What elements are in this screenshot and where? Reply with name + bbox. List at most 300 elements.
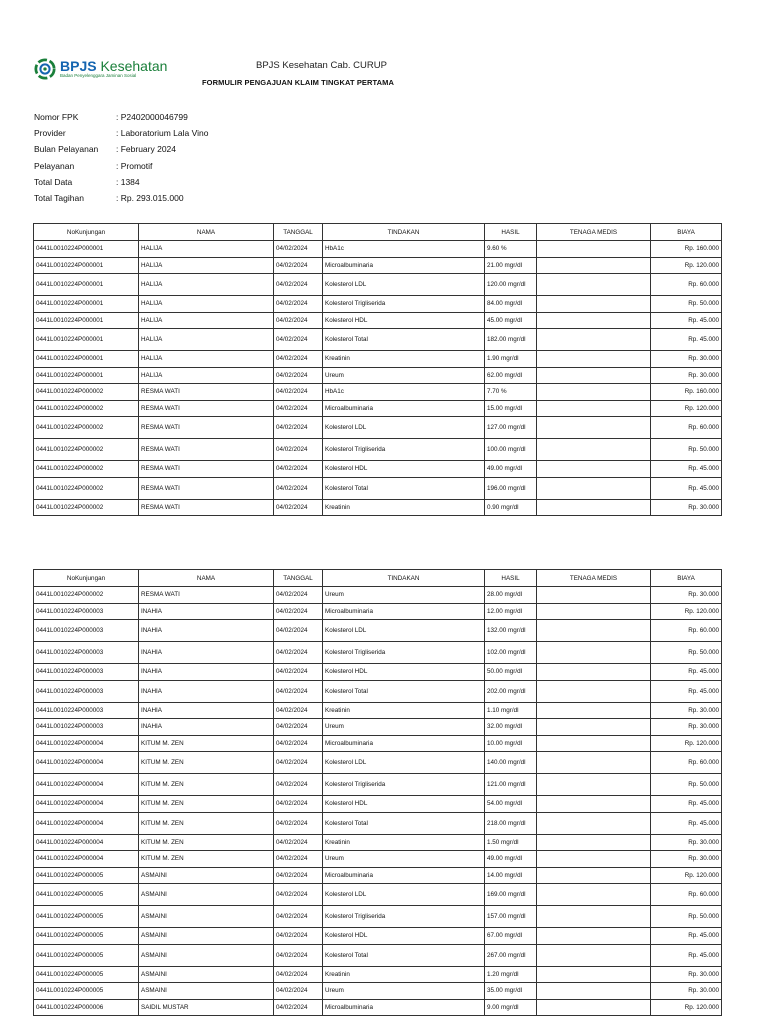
visit-number-cell: 0441L0010224P000005 [34,983,139,1000]
cost-cell: Rp. 30.000 [651,966,722,983]
name-cell: HALIJA [139,257,274,274]
info-row [34,125,208,141]
table-row [34,884,722,906]
visit-number-cell: 0441L0010224P000001 [34,257,139,274]
column-header: TENAGA MEDIS [537,570,651,587]
result-cell: 9.60 % [485,241,537,258]
table-row [34,329,722,351]
date-cell: 04/02/2024 [274,680,323,702]
name-cell: HALIJA [139,329,274,351]
date-cell: 04/02/2024 [274,796,323,813]
procedure-cell: Ureum [323,719,485,736]
date-cell: 04/02/2024 [274,461,323,478]
name-cell: INAHIA [139,702,274,719]
procedure-cell: Kolesterol Total [323,477,485,499]
date-cell: 04/02/2024 [274,664,323,681]
table-row [34,351,722,368]
cost-cell: Rp. 50.000 [651,439,722,461]
date-cell: 04/02/2024 [274,999,323,1016]
result-cell: 9.00 mgr/dl [485,999,537,1016]
visit-number-cell: 0441L0010224P000002 [34,384,139,401]
name-cell: SAIDIL MUSTAR [139,999,274,1016]
visit-number-cell: 0441L0010224P000005 [34,928,139,945]
table-row [34,477,722,499]
result-cell: 121.00 mgr/dl [485,774,537,796]
info-row [34,109,208,125]
branch-name: BPJS Kesehatan Cab. CURUP [256,60,387,71]
date-cell: 04/02/2024 [274,867,323,884]
info-row [34,174,208,190]
cost-cell: Rp. 50.000 [651,642,722,664]
bpjs-logo [34,58,167,80]
table-row [34,944,722,966]
visit-number-cell: 0441L0010224P000002 [34,499,139,516]
procedure-cell: Kolesterol LDL [323,884,485,906]
column-header: NAMA [139,570,274,587]
procedure-cell: Ureum [323,587,485,604]
date-cell: 04/02/2024 [274,329,323,351]
procedure-cell: Microalbuminaria [323,999,485,1016]
name-cell: HALIJA [139,296,274,313]
column-header: NoKunjungan [34,570,139,587]
result-cell: 49.00 mgr/dl [485,461,537,478]
table-row [34,603,722,620]
result-cell: 54.00 mgr/dl [485,796,537,813]
procedure-cell: Kolesterol Total [323,812,485,834]
medical-staff-cell [537,702,651,719]
table-row [34,257,722,274]
visit-number-cell: 0441L0010224P000001 [34,312,139,329]
info-row [34,141,208,157]
name-cell: INAHIA [139,603,274,620]
table-row [34,296,722,313]
cost-cell: Rp. 45.000 [651,680,722,702]
name-cell: INAHIA [139,664,274,681]
table-row [34,642,722,664]
medical-staff-cell [537,439,651,461]
table-row [34,499,722,516]
cost-cell: Rp. 50.000 [651,296,722,313]
table-row [34,851,722,868]
medical-staff-cell [537,603,651,620]
cost-cell: Rp. 120.000 [651,257,722,274]
medical-staff-cell [537,719,651,736]
date-cell: 04/02/2024 [274,983,323,1000]
date-cell: 04/02/2024 [274,812,323,834]
name-cell: RESMA WATI [139,400,274,417]
procedure-cell: HbA1c [323,241,485,258]
procedure-cell: Kolesterol Trigliserida [323,774,485,796]
table-row [34,702,722,719]
procedure-cell: Ureum [323,983,485,1000]
claim-info [34,109,208,206]
medical-staff-cell [537,241,651,258]
cost-cell: Rp. 120.000 [651,603,722,620]
name-cell: INAHIA [139,680,274,702]
date-cell: 04/02/2024 [274,642,323,664]
result-cell: 1.90 mgr/dl [485,351,537,368]
procedure-cell: Kolesterol HDL [323,461,485,478]
medical-staff-cell [537,329,651,351]
column-header: TANGGAL [274,570,323,587]
name-cell: RESMA WATI [139,417,274,439]
bpjs-emblem-icon [34,58,56,80]
medical-staff-cell [537,906,651,928]
info-label: Provider [34,128,66,139]
date-cell: 04/02/2024 [274,603,323,620]
info-value: : February 2024 [116,144,177,155]
table-row [34,752,722,774]
medical-staff-cell [537,796,651,813]
result-cell: 267.00 mgr/dl [485,944,537,966]
procedure-cell: Kolesterol LDL [323,274,485,296]
visit-number-cell: 0441L0010224P000001 [34,296,139,313]
result-cell: 32.00 mgr/dl [485,719,537,736]
column-header: TINDAKAN [323,224,485,241]
table-row [34,834,722,851]
form-title: FORMULIR PENGAJUAN KLAIM TINGKAT PERTAMA [202,78,395,87]
visit-number-cell: 0441L0010224P000001 [34,329,139,351]
column-header: HASIL [485,224,537,241]
medical-staff-cell [537,461,651,478]
visit-number-cell: 0441L0010224P000005 [34,944,139,966]
name-cell: KITUM M. ZEN [139,796,274,813]
table-row [34,241,722,258]
procedure-cell: Kreatinin [323,702,485,719]
medical-staff-cell [537,477,651,499]
medical-staff-cell [537,587,651,604]
name-cell: ASMAINI [139,983,274,1000]
medical-staff-cell [537,620,651,642]
procedure-cell: Kreatinin [323,834,485,851]
table-row [34,719,722,736]
name-cell: RESMA WATI [139,477,274,499]
column-header: TENAGA MEDIS [537,224,651,241]
cost-cell: Rp. 60.000 [651,752,722,774]
visit-number-cell: 0441L0010224P000001 [34,241,139,258]
date-cell: 04/02/2024 [274,351,323,368]
medical-staff-cell [537,884,651,906]
cost-cell: Rp. 30.000 [651,367,722,384]
visit-number-cell: 0441L0010224P000001 [34,367,139,384]
procedure-cell: Kolesterol HDL [323,312,485,329]
name-cell: HALIJA [139,312,274,329]
date-cell: 04/02/2024 [274,928,323,945]
column-header: TINDAKAN [323,570,485,587]
visit-number-cell: 0441L0010224P000002 [34,417,139,439]
info-label: Pelayanan [34,160,75,171]
result-cell: 28.00 mgr/dl [485,587,537,604]
date-cell: 04/02/2024 [274,439,323,461]
medical-staff-cell [537,752,651,774]
table-row [34,417,722,439]
date-cell: 04/02/2024 [274,477,323,499]
cost-cell: Rp. 160.000 [651,384,722,401]
cost-cell: Rp. 45.000 [651,796,722,813]
result-cell: 67.00 mgr/dl [485,928,537,945]
name-cell: ASMAINI [139,966,274,983]
name-cell: HALIJA [139,367,274,384]
procedure-cell: Kreatinin [323,966,485,983]
cost-cell: Rp. 60.000 [651,884,722,906]
procedure-cell: Microalbuminaria [323,257,485,274]
date-cell: 04/02/2024 [274,499,323,516]
date-cell: 04/02/2024 [274,966,323,983]
name-cell: ASMAINI [139,884,274,906]
column-header: TANGGAL [274,224,323,241]
cost-cell: Rp. 45.000 [651,477,722,499]
result-cell: 10.00 mgr/dl [485,735,537,752]
result-cell: 45.00 mgr/dl [485,312,537,329]
procedure-cell: Kreatinin [323,351,485,368]
procedure-cell: Kolesterol Trigliserida [323,439,485,461]
visit-number-cell: 0441L0010224P000006 [34,999,139,1016]
result-cell: 0.90 mgr/dl [485,499,537,516]
visit-number-cell: 0441L0010224P000004 [34,796,139,813]
procedure-cell: Kolesterol Total [323,944,485,966]
name-cell: HALIJA [139,351,274,368]
result-cell: 196.00 mgr/dl [485,477,537,499]
medical-staff-cell [537,944,651,966]
procedure-cell: Microalbuminaria [323,603,485,620]
result-cell: 15.00 mgr/dl [485,400,537,417]
medical-staff-cell [537,966,651,983]
visit-number-cell: 0441L0010224P000002 [34,400,139,417]
table-row [34,680,722,702]
result-cell: 102.00 mgr/dl [485,642,537,664]
visit-number-cell: 0441L0010224P000004 [34,735,139,752]
result-cell: 1.20 mgr/dl [485,966,537,983]
medical-staff-cell [537,400,651,417]
result-cell: 12.00 mgr/dl [485,603,537,620]
procedure-cell: Kolesterol LDL [323,620,485,642]
medical-staff-cell [537,664,651,681]
cost-cell: Rp. 50.000 [651,774,722,796]
info-value: : Rp. 293.015.000 [116,193,184,204]
table-row [34,999,722,1016]
procedure-cell: Kolesterol HDL [323,928,485,945]
visit-number-cell: 0441L0010224P000001 [34,351,139,368]
result-cell: 62.00 mgr/dl [485,367,537,384]
procedure-cell: Kolesterol LDL [323,752,485,774]
name-cell: RESMA WATI [139,499,274,516]
name-cell: KITUM M. ZEN [139,752,274,774]
name-cell: KITUM M. ZEN [139,834,274,851]
cost-cell: Rp. 50.000 [651,906,722,928]
cost-cell: Rp. 45.000 [651,664,722,681]
logo-wordmark: BPJS Kesehatan [60,58,168,75]
cost-cell: Rp. 160.000 [651,241,722,258]
visit-number-cell: 0441L0010224P000003 [34,702,139,719]
logo-tagline: Badan Penyelenggara Jaminan Sosial [60,73,137,79]
table-row [34,312,722,329]
date-cell: 04/02/2024 [274,241,323,258]
date-cell: 04/02/2024 [274,312,323,329]
name-cell: RESMA WATI [139,384,274,401]
cost-cell: Rp. 30.000 [651,983,722,1000]
name-cell: INAHIA [139,719,274,736]
info-value: : Laboratorium Lala Vino [116,128,209,139]
table-row [34,400,722,417]
medical-staff-cell [537,812,651,834]
procedure-cell: Kolesterol Trigliserida [323,642,485,664]
result-cell: 120.00 mgr/dl [485,274,537,296]
cost-cell: Rp. 30.000 [651,834,722,851]
procedure-cell: HbA1c [323,384,485,401]
procedure-cell: Microalbuminaria [323,735,485,752]
info-row [34,190,208,206]
name-cell: ASMAINI [139,906,274,928]
column-header: NoKunjungan [34,224,139,241]
table-row [34,664,722,681]
column-header: BIAYA [651,570,722,587]
result-cell: 202.00 mgr/dl [485,680,537,702]
result-cell: 7.70 % [485,384,537,401]
name-cell: RESMA WATI [139,439,274,461]
visit-number-cell: 0441L0010224P000003 [34,620,139,642]
date-cell: 04/02/2024 [274,774,323,796]
medical-staff-cell [537,834,651,851]
procedure-cell: Kreatinin [323,499,485,516]
name-cell: KITUM M. ZEN [139,812,274,834]
medical-staff-cell [537,351,651,368]
table-row [34,906,722,928]
medical-staff-cell [537,999,651,1016]
result-cell: 50.00 mgr/dl [485,664,537,681]
cost-cell: Rp. 30.000 [651,719,722,736]
result-cell: 169.00 mgr/dl [485,884,537,906]
name-cell: KITUM M. ZEN [139,735,274,752]
cost-cell: Rp. 45.000 [651,928,722,945]
table-row [34,774,722,796]
medical-staff-cell [537,928,651,945]
result-cell: 1.50 mgr/dl [485,834,537,851]
name-cell: INAHIA [139,642,274,664]
visit-number-cell: 0441L0010224P000004 [34,774,139,796]
procedure-cell: Kolesterol Trigliserida [323,906,485,928]
table-row [34,461,722,478]
cost-cell: Rp. 45.000 [651,812,722,834]
result-cell: 157.00 mgr/dl [485,906,537,928]
name-cell: INAHIA [139,620,274,642]
name-cell: KITUM M. ZEN [139,774,274,796]
info-value: : Promotif [116,160,153,171]
date-cell: 04/02/2024 [274,834,323,851]
name-cell: KITUM M. ZEN [139,851,274,868]
procedure-cell: Microalbuminaria [323,400,485,417]
medical-staff-cell [537,296,651,313]
visit-number-cell: 0441L0010224P000005 [34,966,139,983]
table-row [34,620,722,642]
result-cell: 132.00 mgr/dl [485,620,537,642]
column-header: NAMA [139,224,274,241]
info-label: Bulan Pelayanan [34,144,99,155]
medical-staff-cell [537,417,651,439]
cost-cell: Rp. 30.000 [651,499,722,516]
date-cell: 04/02/2024 [274,851,323,868]
procedure-cell: Kolesterol LDL [323,417,485,439]
result-cell: 100.00 mgr/dl [485,439,537,461]
visit-number-cell: 0441L0010224P000002 [34,587,139,604]
name-cell: ASMAINI [139,867,274,884]
result-cell: 84.00 mgr/dl [485,296,537,313]
result-cell: 14.00 mgr/dl [485,867,537,884]
medical-staff-cell [537,384,651,401]
table-row [34,966,722,983]
date-cell: 04/02/2024 [274,367,323,384]
visit-number-cell: 0441L0010224P000003 [34,603,139,620]
procedure-cell: Kolesterol Trigliserida [323,296,485,313]
result-cell: 21.00 mgr/dl [485,257,537,274]
info-value: : P2402000046799 [116,112,188,123]
cost-cell: Rp. 45.000 [651,329,722,351]
cost-cell: Rp. 120.000 [651,735,722,752]
table-row [34,367,722,384]
date-cell: 04/02/2024 [274,719,323,736]
visit-number-cell: 0441L0010224P000003 [34,680,139,702]
medical-staff-cell [537,642,651,664]
result-cell: 140.00 mgr/dl [485,752,537,774]
table-header-row [34,224,722,241]
name-cell: HALIJA [139,241,274,258]
result-cell: 1.10 mgr/dl [485,702,537,719]
visit-number-cell: 0441L0010224P000004 [34,752,139,774]
cost-cell: Rp. 45.000 [651,461,722,478]
cost-cell: Rp. 120.000 [651,999,722,1016]
cost-cell: Rp. 30.000 [651,702,722,719]
result-cell: 35.00 mgr/dl [485,983,537,1000]
medical-staff-cell [537,735,651,752]
cost-cell: Rp. 30.000 [651,851,722,868]
cost-cell: Rp. 45.000 [651,312,722,329]
info-row [34,158,208,174]
name-cell: HALIJA [139,274,274,296]
table-row [34,735,722,752]
medical-staff-cell [537,274,651,296]
table-header-row [34,570,722,587]
date-cell: 04/02/2024 [274,296,323,313]
info-label: Total Tagihan [34,193,84,204]
visit-number-cell: 0441L0010224P000003 [34,719,139,736]
date-cell: 04/02/2024 [274,620,323,642]
cost-cell: Rp. 60.000 [651,417,722,439]
cost-cell: Rp. 60.000 [651,274,722,296]
visit-number-cell: 0441L0010224P000005 [34,906,139,928]
medical-staff-cell [537,367,651,384]
cost-cell: Rp. 120.000 [651,400,722,417]
visit-number-cell: 0441L0010224P000002 [34,461,139,478]
claims-table-1 [33,223,722,516]
table-row [34,812,722,834]
date-cell: 04/02/2024 [274,752,323,774]
cost-cell: Rp. 30.000 [651,351,722,368]
visit-number-cell: 0441L0010224P000005 [34,867,139,884]
cost-cell: Rp. 30.000 [651,587,722,604]
medical-staff-cell [537,851,651,868]
column-header: BIAYA [651,224,722,241]
date-cell: 04/02/2024 [274,702,323,719]
date-cell: 04/02/2024 [274,417,323,439]
visit-number-cell: 0441L0010224P000001 [34,274,139,296]
table-row [34,274,722,296]
table-row [34,867,722,884]
visit-number-cell: 0441L0010224P000004 [34,834,139,851]
procedure-cell: Kolesterol Total [323,329,485,351]
info-label: Total Data [34,176,73,187]
visit-number-cell: 0441L0010224P000002 [34,477,139,499]
visit-number-cell: 0441L0010224P000003 [34,642,139,664]
cost-cell: Rp. 45.000 [651,944,722,966]
